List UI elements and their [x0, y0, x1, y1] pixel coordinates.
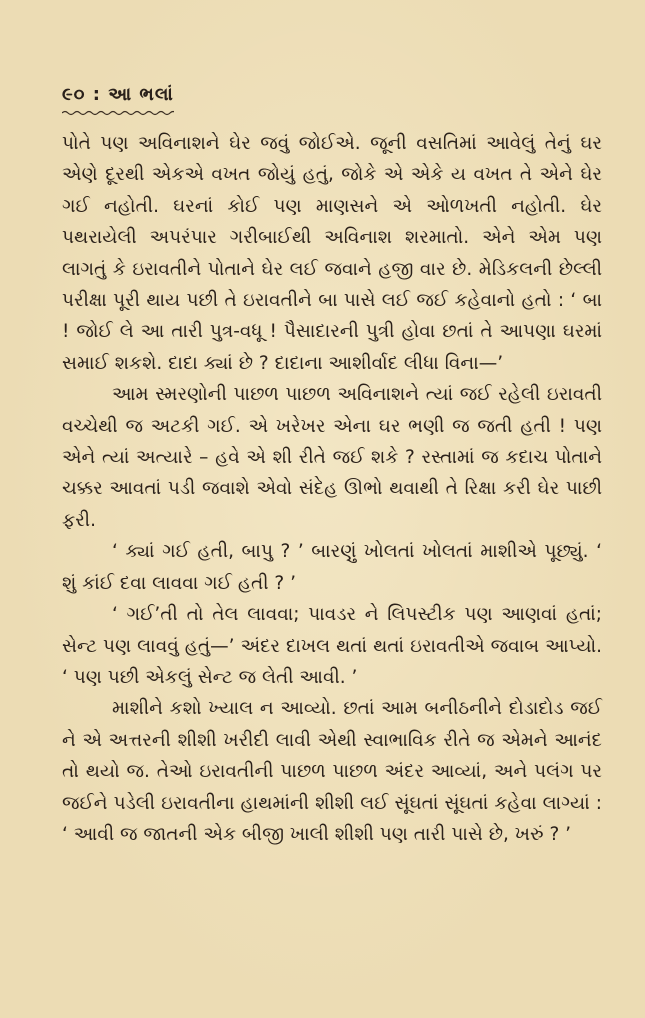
running-header [62, 84, 174, 105]
body-text [62, 128, 602, 850]
book-title: આ ભલાં [108, 84, 174, 105]
paragraph-3: ‘ ક્યાં ગઈ હતી, બાપુ ? ’ બારણું ખોલતાં ખોલતાં માશીએ પૂછ્યું. ‘ શું કાંઈ દવા લાવવા ગઈ હતી ? ’ [62, 541, 602, 594]
paragraph-4: ‘ ગઈ’તી તો તેલ લાવવા; પાવડર ને લિપસ્ટીક પણ આણવાં હતાં; સેન્ટ પણ લાવવું હતું—’ અંદર દાખલ થતાં થતાં ઇરાવતીએ જવાબ આપ્યો. ‘ પણ પછી એકલું સેન્ટ જ લેતી આવી. ’ [62, 604, 602, 688]
header-wavy-rule [62, 110, 174, 116]
paragraph-2: આમ સ્મરણોની પાછળ પાછળ અવિનાશને ત્યાં જઈ રહેલી ઇરાવતી વચ્ચેથી જ અટકી ગઈ. એ ખરેખર એના ઘર ભણી જ જતી હતી ! પણ એને ત્યાં અત્યારે – હવે એ શી રીતે જઈ શકે ? રસ્તામાં જ કદાચ પોતાને ચક્કર આવતાં પડી જવાશે એવો સંદેહ ઊભો થવાથી તે રિક્ષા કરી ઘેર પાછી ફરી. [62, 384, 602, 531]
page-number: ૯૦ [62, 84, 86, 105]
paragraph-5: માશીને કશો ખ્યાલ ન આવ્યો. છતાં આમ બનીઠનીને દોડાદોડ જઈ ને એ અત્તરની શીશી ખરીદી લાવી એથી સ્વાભાવિક રીતે જ એમને આનંદ તો થયો જ. તેઓ ઇરાવતીની પાછળ પાછળ અંદર આવ્યાં, અને પલંગ પર જઈને પડેલી ઇરાવતીના હાથમાંની શીશી લઈ સૂંઘતાં સૂંઘતાં કહેવા લાગ્યાં : ‘ આવી જ જાતની એક બીજી ખાલી શીશી પણ તારી પાસે છે, ખરું ? ’ [62, 698, 602, 845]
header-separator: : [92, 84, 101, 105]
paragraph-1: પોતે પણ અવિનાશને ઘેર જવું જોઈએ. જૂની વસતિમાં આવેલું તેનું ઘર એણે દૂરથી એકએ વખત જોયું હતું, જોકે એ એકે ય વખત તે એને ઘેર ગઈ નહોતી. ઘરનાં કોઈ પણ માણસને એ ઓળખતી નહોતી. ઘેર પથરાયેલી અપરંપાર ગરીબાઈથી અવિનાશ શરમાતો. એને એમ પણ લાગતું કે ઇરાવતીને પોતાને ઘેર લઈ જવાને હજી વાર છે. મેડિકલની છેલ્લી પરીક્ષા પૂરી થાય પછી તે ઇરાવતીને બા પાસે લઈ જઈ કહેવાનો હતો : ‘ બા ! જોઈ લે આ તારી પુત્ર-વધૂ ! પૈસાદારની પુત્રી હોવા છતાં તે આપણા ઘરમાં સમાઈ શકશે. દાદા ક્યાં છે ? દાદાના આશીર્વાદ લીધા વિના—’ [62, 133, 602, 374]
